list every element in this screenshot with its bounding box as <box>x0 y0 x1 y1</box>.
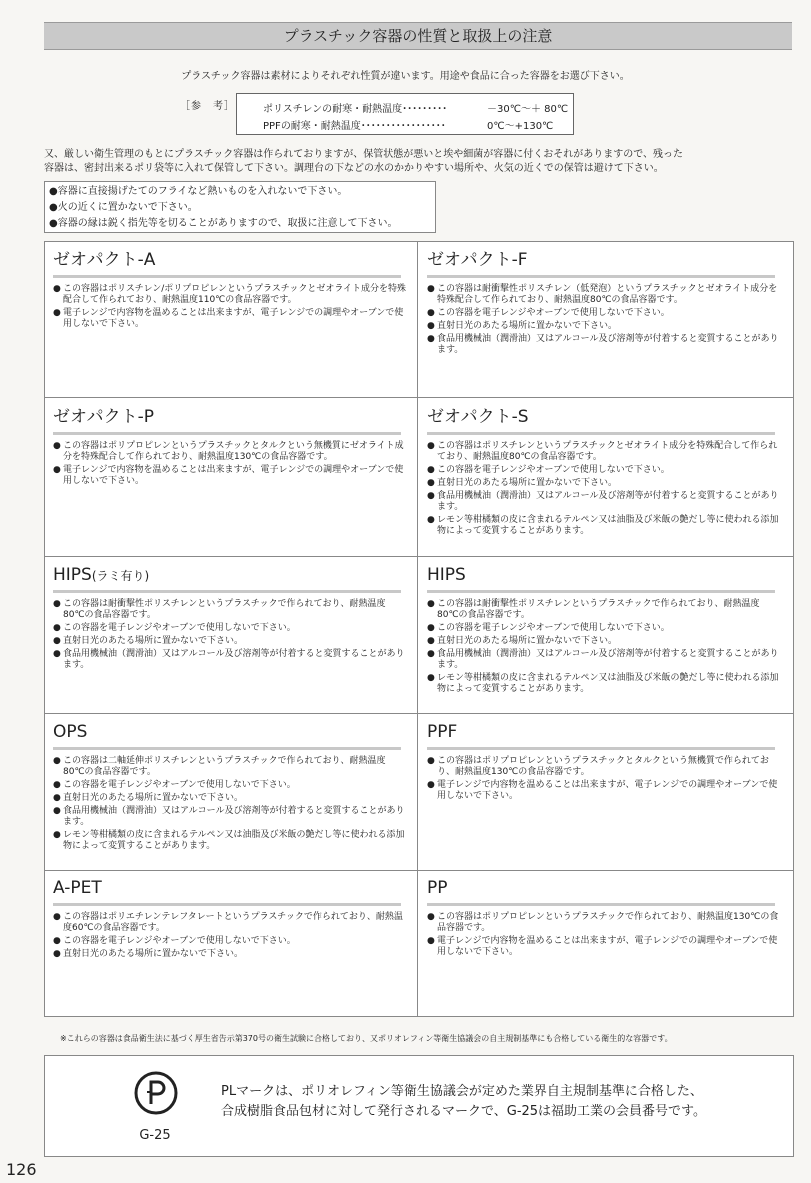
product-name: A-PET <box>53 878 401 906</box>
product-point: ● 直射日光のあたる場所に置かないで下さい。 <box>427 636 781 647</box>
product-point: ● 電子レンジで内容物を温めることは出来ますが、電子レンジでの調理やオーブンで使用しないで下さい。 <box>427 936 781 958</box>
product-point: ● 直射日光のあたる場所に置かないで下さい。 <box>53 949 407 960</box>
product-card <box>45 878 419 962</box>
product-point: ● この容器を電子レンジやオーブンで使用しないで下さい。 <box>53 780 407 791</box>
product-point: ● この容器はポリエチレンテレフタレートというプラスチックで作られており、耐熱温度60℃の食品容器です。 <box>53 912 407 934</box>
product-point: ● 直射日光のあたる場所に置かないで下さい。 <box>427 478 781 489</box>
product-point: ● 食品用機械油（潤滑油）又はアルコール及び溶剤等が付着すると変質することがあります。 <box>53 806 407 828</box>
product-point: ● この容器を電子レンジやオーブンで使用しないで下さい。 <box>427 465 781 476</box>
pl-mark-icon <box>133 1070 179 1116</box>
reference-label: ［参 考］ <box>180 101 235 112</box>
product-point: ● この容器を電子レンジやオーブンで使用しないで下さい。 <box>53 623 407 634</box>
storage-paragraph <box>44 148 784 176</box>
product-name: OPS <box>53 722 401 750</box>
product-name: HIPS <box>427 565 775 593</box>
caution-notes <box>44 181 436 233</box>
product-point: ● 直射日光のあたる場所に置かないで下さい。 <box>53 636 407 647</box>
caution-note: ●火の近くに置かないで下さい。 <box>49 202 198 213</box>
reference-row <box>263 100 569 115</box>
reference-name: PPFの耐寒・耐熱温度･････････････････ <box>263 121 446 132</box>
grid-divider <box>45 870 793 871</box>
product-card <box>45 250 419 332</box>
pl-line: 合成樹脂食品包材に対して発行されるマークで、G-25は福助工業の会員番号です。 <box>221 1104 707 1119</box>
product-grid <box>44 241 794 1017</box>
reference-box <box>236 93 574 135</box>
caution-note: ●容器の縁は鋭く指先等を切ることがありますので、取扱に注意して下さい。 <box>49 218 398 229</box>
product-point: ● 電子レンジで内容物を温めることは出来ますが、電子レンジでの調理やオーブンで使用しないで下さい。 <box>427 780 781 802</box>
product-point: ● この容器は耐衝撃性ポリスチレンというプラスチックで作られており、耐熱温度80℃の食品容器です。 <box>53 599 407 621</box>
product-card <box>45 407 419 489</box>
product-point: ● 直射日光のあたる場所に置かないで下さい。 <box>53 793 407 804</box>
product-card <box>45 565 419 673</box>
product-card <box>419 722 793 804</box>
product-point: ● この容器を電子レンジやオーブンで使用しないで下さい。 <box>53 936 407 947</box>
page-title: プラスチック容器の性質と取扱上の注意 <box>44 22 792 50</box>
grid-divider <box>45 713 793 714</box>
product-point: ● この容器は二軸延伸ポリスチレンというプラスチックで作られており、耐熱温度80℃の食品容器です。 <box>53 756 407 778</box>
product-card <box>419 565 793 697</box>
product-point: ● レモン等柑橘類の皮に含まれるテルペン又は油脂及び米飯の艶だし等に使われる添加物によって変質することがあります。 <box>53 830 407 852</box>
pl-mark-description <box>221 1082 706 1122</box>
product-name: PPF <box>427 722 775 750</box>
product-point: ● 食品用機械油（潤滑油）又はアルコール及び溶剤等が付着すると変質することがあります。 <box>427 334 781 356</box>
product-name: ゼオパクト-F <box>427 250 775 278</box>
product-card <box>419 250 793 358</box>
pl-member-code: G-25 <box>139 1128 171 1143</box>
product-point: ● この容器はポリスチレン/ポリプロピレンというプラスチックとゼオライト成分を特殊配合して作られており、耐熱温度110℃の食品容器です。 <box>53 284 407 306</box>
product-name: ゼオパクト-P <box>53 407 401 435</box>
product-point: ● この容器は耐衝撃性ポリスチレンというプラスチックで作られており、耐熱温度80℃の食品容器です。 <box>427 599 781 621</box>
grid-divider <box>45 397 793 398</box>
product-point: ● 電子レンジで内容物を温めることは出来ますが、電子レンジでの調理やオーブンで使用しないで下さい。 <box>53 308 407 330</box>
product-point: ● この容器はポリプロピレンというプラスチックで作られており、耐熱温度130℃の食品容器です。 <box>427 912 781 934</box>
product-card <box>45 722 419 854</box>
grid-divider <box>45 556 793 557</box>
intro-text: プラスチック容器は素材によりそれぞれ性質が違います。用途や食品に合った容器をお選び下さい。 <box>181 71 630 82</box>
page-number: 126 <box>6 1160 37 1179</box>
product-card <box>419 407 793 539</box>
product-point: ● 電子レンジで内容物を温めることは出来ますが、電子レンジでの調理やオーブンで使用しないで下さい。 <box>53 465 407 487</box>
product-name: HIPS(ラミ有り) <box>53 565 401 593</box>
product-point: ● 食品用機械油（潤滑油）又はアルコール及び溶剤等が付着すると変質することがあります。 <box>427 649 781 671</box>
product-point: ● レモン等柑橘類の皮に含まれるテルペン又は油脂及び米飯の艶だし等に使われる添加物によって変質することがあります。 <box>427 673 781 695</box>
caution-note: ●容器に直接揚げたてのフライなど熱いものを入れないで下さい。 <box>49 186 348 197</box>
product-point: ● この容器はポリプロピレンというプラスチックとタルクという無機質で作られており、耐熱温度130℃の食品容器です。 <box>427 756 781 778</box>
reference-name: ポリスチレンの耐寒・耐熱温度･････････ <box>263 104 448 115</box>
product-point: ● 食品用機械油（潤滑油）又はアルコール及び溶剤等が付着すると変質することがあります。 <box>427 491 781 513</box>
product-point: ● この容器を電子レンジやオーブンで使用しないで下さい。 <box>427 623 781 634</box>
product-point: ● 直射日光のあたる場所に置かないで下さい。 <box>427 321 781 332</box>
product-card <box>419 878 793 960</box>
reference-value: －30℃～＋ 80℃ <box>487 104 569 115</box>
paragraph-line: 又、厳しい衛生管理のもとにプラスチック容器は作られておりますが、保管状態が悪いと埃や細菌が容器に付くおそれがありますので、残った <box>44 149 683 160</box>
product-point: ● この容器はポリプロピレンというプラスチックとタルクという無機質にゼオライト成分を特殊配合して作られており、耐熱温度130℃の食品容器です。 <box>53 441 407 463</box>
product-point: ● この容器を電子レンジやオーブンで使用しないで下さい。 <box>427 308 781 319</box>
product-name: ゼオパクト-A <box>53 250 401 278</box>
reference-row <box>263 117 554 132</box>
product-name: ゼオパクト-S <box>427 407 775 435</box>
reference-value: 0℃～+130℃ <box>487 121 554 132</box>
product-point: ● 食品用機械油（潤滑油）又はアルコール及び溶剤等が付着すると変質することがあります。 <box>53 649 407 671</box>
paragraph-line: 容器は、密封出来るポリ袋等に入れて保管して下さい。調理台の下などの水のかかりやすい場所や、火気の近くでの保管は避けて下さい。 <box>44 163 664 174</box>
product-name: PP <box>427 878 775 906</box>
product-point: ● この容器は耐衝撃性ポリスチレン（低発泡）というプラスチックとゼオライト成分を特殊配合して作られており、耐熱温度80℃の食品容器です。 <box>427 284 781 306</box>
product-point: ● この容器はポリスチレンというプラスチックとゼオライト成分を特殊配合して作られており、耐熱温度80℃の食品容器です。 <box>427 441 781 463</box>
product-point: ● レモン等柑橘類の皮に含まれるテルペン又は油脂及び米飯の艶だし等に使われる添加物によって変質することがあります。 <box>427 515 781 537</box>
pl-mark-box <box>44 1055 794 1157</box>
pl-line: PLマークは、ポリオレフィン等衛生協議会が定めた業界自主規制基準に合格した、 <box>221 1084 703 1099</box>
footnote: ※これらの容器は食品衛生法に基づく厚生省告示第370号の衛生試験に合格しており、又ポリオレフィン等衛生協議会の自主規制基準にも合格している衛生的な容器です。 <box>60 1034 673 1043</box>
